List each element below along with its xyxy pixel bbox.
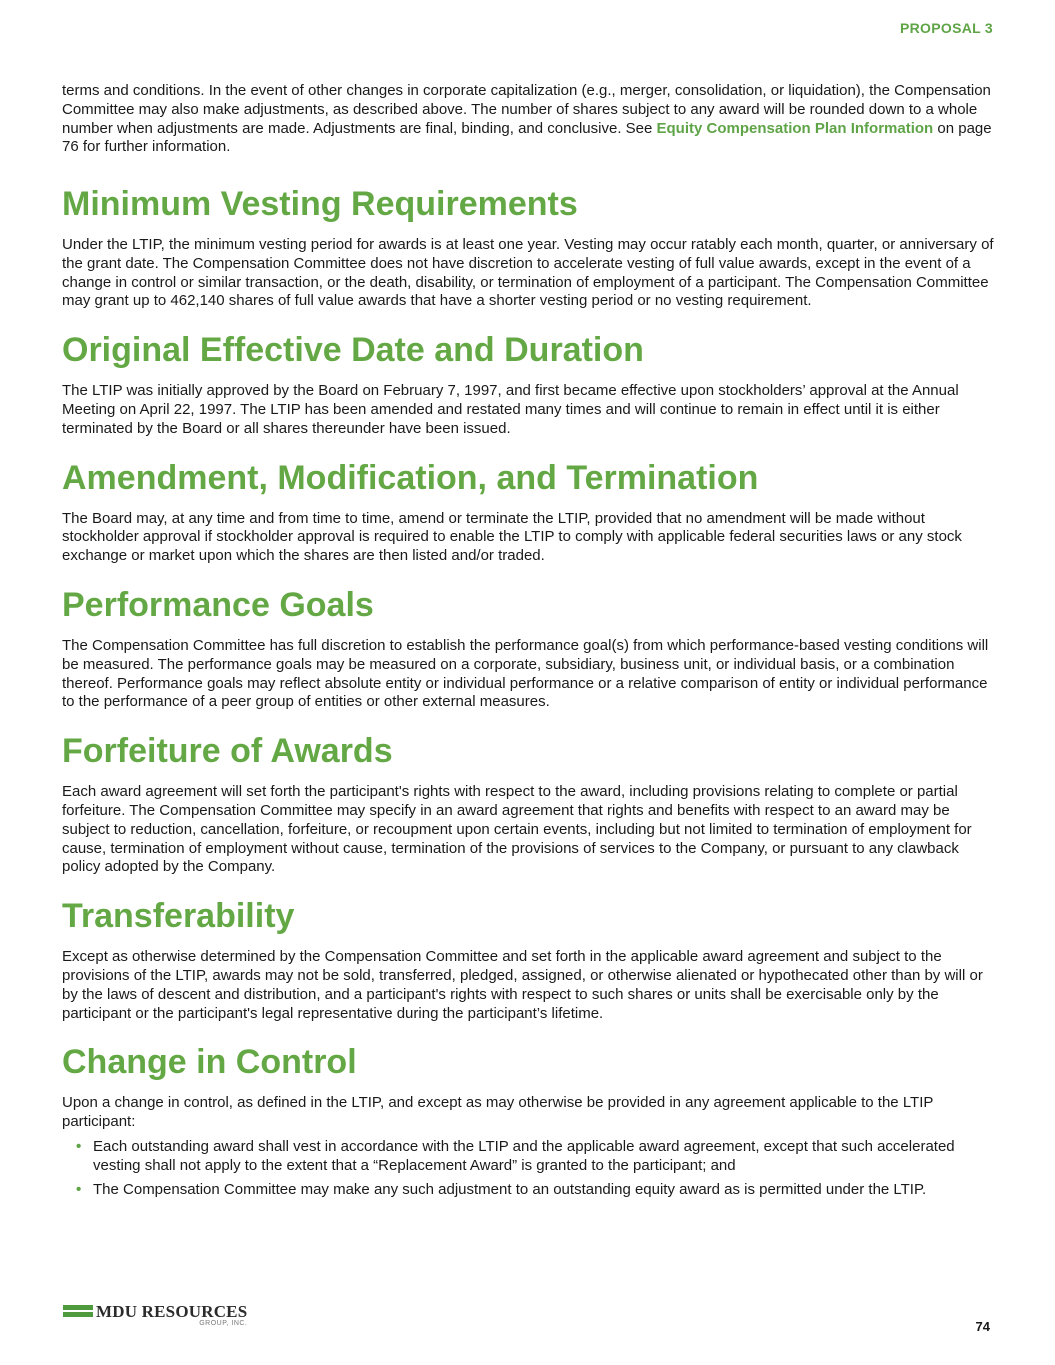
performance-goals-heading: Performance Goals (62, 585, 374, 624)
effective-date-body: The LTIP was initially approved by the Board on February 7, 1997, and first became effective upon stockholders’ approval at the Annual Meeting on April 22, 1997. The LTIP has been amended and restated many times and will continue to remain in effect until it is either terminated by the Board or all shares thereunder have been issued. (62, 382, 959, 437)
minimum-vesting-body: Under the LTIP, the minimum vesting period for awards is at least one year. Vesting may occur ratably each month, quarter, or anniversary of the grant date. The Compensation Committee does not have discretion to accelerate vesting of full value awards, except in the event of a change in control or similar transaction, or the death, disability, or termination of employment of a participant. The Compensation Committee may grant up to 462,140 shares of full value awards that have a shorter vesting period or no vesting requirement. (62, 236, 994, 310)
equity-plan-info-link[interactable]: Equity Compensation Plan Information (656, 119, 934, 137)
page-content (62, 82, 997, 1204)
transferability-body: Except as otherwise determined by the Compensation Committee and set forth in the applicable award agreement and subject to the provisions of the LTIP, awards may not be sold, transferred, pledged, assigned, or otherwise alienated or hypothecated other than by will or by the laws of descent and distribution, and a participant's rights with respect to such shares or units shall be exercisable only by the participant or the participant's legal representative during the participant’s lifetime. (62, 948, 983, 1022)
list-item (76, 1137, 997, 1176)
amendment-body: The Board may, at any time and from time to time, amend or terminate the LTIP, provided that no amendment will be made without stockholder approval if stockholder approval is required to enable the LTIP to comply with applicable federal securities laws or any stock exchange or market upon which the shares are then listed and/or traded. (62, 509, 962, 565)
bullet-icon: • (76, 1137, 82, 1155)
change-in-control-body: Upon a change in control, as defined in the LTIP, and except as may otherwise be provided in any agreement applicable to the LTIP participant: (62, 1094, 934, 1131)
intro-text-end: on page 76 for further information. (62, 119, 992, 156)
list-item-text: Each outstanding award shall vest in accordance with the LTIP and the applicable award agreement, except that such accelerated vesting shall not apply to the extent that a “Replacement Award” is granted to the participant; and (93, 1137, 955, 1174)
logo-wordmark: MDU RESOURCES (96, 1302, 248, 1321)
page-number: 74 (975, 1319, 990, 1334)
list-item (76, 1180, 997, 1200)
change-in-control-list (62, 1138, 997, 1199)
change-in-control-heading: Change in Control (62, 1043, 357, 1082)
list-item-text: The Compensation Committee may make any such adjustment to an outstanding equity award as is permitted under the LTIP. (93, 1180, 927, 1198)
intro-paragraph (62, 82, 997, 176)
forfeiture-heading: Forfeiture of Awards (62, 732, 393, 771)
transferability-heading: Transferability (62, 897, 295, 936)
section-label: PROPOSAL 3 (900, 20, 993, 36)
performance-goals-body: The Compensation Committee has full discretion to establish the performance goal(s) from which performance-based vesting conditions will be measured. The performance goals may be measured on a corporate, subsidiary, business unit, or individual basis, or a combination thereof. Performance goals may reflect absolute entity or individual performance or a relative comparison of entity or individual performance to the performance of a peer group of entities or other external measures. (62, 636, 989, 711)
intro-text: terms and conditions. In the event of other changes in corporate capitalization (e.g., merger, consolidation, or liquidation), the Compensation Committee may also make adjustments, as described above. The number of shares subject to any award will be rounded down to a whole number when adjustments are made. Adjustments are final, binding, and conclusive. See (62, 82, 991, 137)
effective-date-heading: Original Effective Date and Duration (62, 331, 644, 370)
minimum-vesting-heading: Minimum Vesting Requirements (62, 185, 578, 223)
logo-subtitle: GROUP, INC. (199, 1320, 248, 1327)
company-logo (63, 1303, 247, 1329)
amendment-heading: Amendment, Modification, and Termination (62, 458, 759, 497)
bullet-icon: • (76, 1180, 82, 1198)
logo-mark-icon (63, 1305, 93, 1319)
forfeiture-body: Each award agreement will set forth the participant's rights with respect to the award, including provisions relating to complete or partial forfeiture. The Compensation Committee may specify in an award agreement that rights and benefits with respect to an award may be subject to reduction, cancellation, forfeiture, or recoupment upon certain events, including but not limited to termination of employment for cause, termination of employment without cause, termination of the provisions of services to the Company, or pursuant to any clawback policy adopted by the Company. (62, 783, 972, 876)
